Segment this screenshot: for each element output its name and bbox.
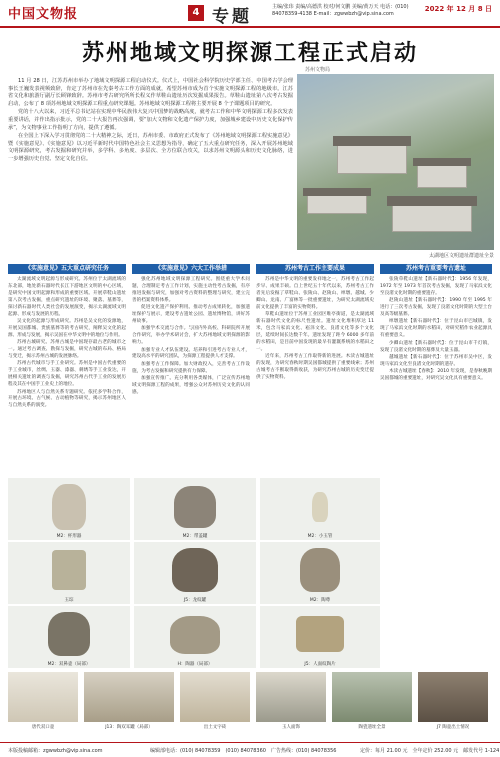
headline: 苏州地域文明探源工程正式启动 [81, 40, 418, 66]
masthead [0, 0, 500, 28]
page-footer [0, 742, 500, 757]
bottom-photo [256, 672, 326, 730]
artifact-caption: M2：小玉管 [307, 534, 333, 539]
artifact-photo [134, 478, 256, 540]
column-paragraph: 加强学术交流与合作。与国内外高校、科研院所开展合作研究，举办学术研讨会，扩大苏州地域文明探源的影响力。 [132, 326, 250, 346]
reporter: 苏州文物局 [304, 67, 330, 73]
artifact-caption: H：陶器（局部） [177, 662, 213, 667]
artifact-caption: M2：杯形器 [56, 534, 82, 539]
lead-paragraph: 党的十八大以来，习近平总书记站在实现中华民族伟大复兴中国梦的战略高度，就考古工作和中华文明探源工程多次发表重要讲话，并作出指示批示，党的二十大报告再次强调，要“加大文物和文化遗产保护力度，加强城乡建设中历史文化保护传承”，为文物事业工作指明了方向，提供了遵循。 [8, 109, 293, 131]
column-paragraph: 加强考古工作保障。加大财政投入，完善考古工作设施，为考古发掘和研究提供有力保障。 [132, 361, 250, 374]
editor-info: 主编/张玮 责编/高德洪 校对/何文鹏 美编/黄万天 电话：(010) 84078359-4138 E-mail：zgwwbzh@vip.sina.com [272, 4, 409, 17]
column-paragraph: 草鞋山遗址位于苏州工业园区唯亭街道，是太湖流域新石器时代文化的标尺性遗址。遗址文化堆积厚达 11 米，包含马家浜文化、崧泽文化、良渚文化等多个文化层，延续时间长达数千年。遗址发现了距今 6000 多年前的水稻田，是目前中国发现的最早有灌溉系统的水稻田之一。 [256, 312, 374, 352]
bottom-photo [332, 672, 412, 730]
bottom-photo [8, 672, 78, 730]
artifact-photo [8, 478, 130, 540]
column-paragraph: 促进文化遗产保护利用。推动考古成果转化，加强遗址保护与展示，建设考古遗址公园、遗址博物馆，讲好苏州故事。 [132, 305, 250, 324]
artifact-photo-grid [8, 478, 380, 668]
column-research-tasks [8, 262, 126, 411]
subhead-research-tasks: 《实施意见》五大重点研究任务 [8, 264, 126, 274]
column-paragraph: 近年来，苏州考古工作取得新的进展。木渎古城遗址的发现，为研究春秋时期吴国都城提供了重要线索；苏州古城考古不断取得新收获，为研究苏州古城的历史变迁提供了实物资料。 [256, 353, 374, 380]
footer-phones: 编辑部电话：(010) 84078359 (010) 84078360 广告热线：(010) 84078356 [150, 748, 337, 754]
artifact-photo [260, 606, 380, 668]
bottom-photo-caption: 唐代双口壶 [31, 725, 55, 730]
artifact-caption: M2：带盖罐 [182, 534, 208, 539]
column-work-measures [132, 262, 250, 397]
column-paragraph: 苏州古代城市与手工业研究。苏州是中国古代重要的手工业城市，丝绸、玉器、漆器、刺绣等手工业发达，开展相关遗址的调查与发掘，研究苏州古代手工业的发展历程及其在中国手工业史上的地位。 [8, 361, 126, 388]
column-paragraph: 张陵草鞋山遗址【新石器时代】：1956 年发现，1972 年至 1973 年首次考古发掘，发现了马家浜文化至良渚文化时期的重要遗存。 [380, 277, 492, 296]
artifact-caption: M2：陶尊 [309, 598, 331, 603]
artifact-caption: 玉琮 [64, 598, 74, 603]
column-main-results [256, 262, 374, 382]
column-paragraph: 木渎古城遗址【春秋】：2010 年发现，是春秋晚期吴国都城的重要遗址，对研究吴文化具有重要意义。 [380, 369, 492, 382]
lead-photo-caption: 太湖地区文明遗址群遗址全景 [428, 253, 494, 259]
column-paragraph: 吴文化的起源与形成研究。苏州是吴文化的发源地，开展吴国都城、贵族墓葬等的考古研究，阐释吴文化的起源、形成与发展，揭示吴国在中华文明中的地位与作用。 [8, 318, 126, 338]
column-paragraph: 加强宣传推广。充分利用各类媒体，广泛宣传苏州地域文明探源工程的成果，增强公众对苏州历史文化的认同感。 [132, 376, 250, 395]
column-paragraph: 强化苏州地域文明探源工程研究。围绕重大学术问题，合理制定考古工作计划，实施主动性考古发掘，有序推进发掘与研究，加强对考古资料的整理与研究，建立完善的档案资料体系。 [132, 277, 250, 303]
artifact-photo [8, 542, 130, 604]
issue-date: 2022 年 12 月 8 日 [424, 5, 492, 13]
column-paragraph: 苏州古城研究。苏州古城是中国现存最古老的城市之一。通过考古调查、勘探与发掘，研究古城的布局、格局与变迁，揭示苏州古城的发展脉络。 [8, 340, 126, 359]
artifact-caption: M2：双鼻壶（局部） [47, 662, 91, 667]
column-paragraph: 加强专业人才队伍建设。培养和引进考古专业人才，建设高水平的研究团队，为探源工程提供人才支撑。 [132, 347, 250, 360]
newspaper-logo: 中国文物报 [8, 7, 79, 22]
column-key-sites [380, 262, 492, 384]
bottom-photo [180, 672, 250, 730]
bottom-photo-caption: J13：陶双耳罐（局部） [105, 725, 153, 730]
artifact-photo [260, 542, 380, 604]
lead-text [8, 78, 293, 165]
artifact-caption: J5：龙纹罐 [183, 598, 207, 603]
artifact-photo [8, 606, 130, 668]
bottom-photo [84, 672, 174, 730]
column-paragraph: 少卿山遗址【新石器时代】：位于昆山市千灯镇，发现了良渚文化时期的墓葬及大量玉器。 [380, 340, 492, 353]
column-paragraph: 越城遗址【新石器时代】：位于苏州市吴中区，发现马家浜文化至良渚文化时期的遗存。 [380, 354, 492, 367]
lead-photo [297, 74, 494, 250]
column-paragraph: 绰墩遗址【新石器时代】：位于昆山市巴城镇，发现了马家浜文化时期的水稻田，对研究稻作农业起源具有重要意义。 [380, 319, 492, 339]
subhead-main-results: 苏州考古工作主要成果 [256, 264, 374, 274]
artifact-caption: J5：人面纹陶片 [304, 662, 336, 667]
subhead-key-sites: 苏州考古重要考古遗址 [380, 264, 492, 274]
bottom-photo-caption: J7 陶壶出土情况 [436, 725, 470, 730]
artifact-photo [134, 542, 256, 604]
footer-email: 本版投稿邮箱：zgwwbzh@vip.sina.com [8, 748, 103, 754]
bottom-photo [418, 672, 488, 730]
column-paragraph: 苏州是中华文明的重要发祥地之一，苏州考古工作起步早、成果丰硕。自上世纪五十年代以来，苏州考古工作者先后发掘了草鞋山、张陵山、赵陵山、绰墩、越城、少卿山、龙南、广富林等一批重要遗址，为研究太湖流域史前文化提供了丰富的实物资料。 [256, 277, 374, 310]
artifact-photo [260, 478, 380, 540]
column-paragraph: 赵陵山遗址【新石器时代】：1990 年至 1995 年进行了三次考古发掘，发现了良渚文化时期的大型土台及高等级墓葬。 [380, 298, 492, 318]
page-number: 4 [188, 5, 204, 21]
column-paragraph: 太湖流域文明起源与形成研究。苏州位于太湖流域的东北部，地处新石器时代长江下游地区文明的中心区域，是研究中国文明起源和形成的重要区域。开展草鞋山遗址第八次考古发掘，重点研究遗址的环境、聚落、墓葬等，探讨新石器时代人类社会的发展演变，揭示太湖流域文明起源、形成与发展的历程。 [8, 277, 126, 317]
column-paragraph: 苏州地区人与自然关系专题研究。依托多学科合作，开展古环境、古气候、古动植物等研究，揭示苏州地区人与自然关系的演变。 [8, 389, 126, 409]
bottom-photo-caption: 玉人面饰 [282, 725, 300, 730]
footer-price: 定价：每月 21.00 元 全年定价 252.00 元 邮发代号 1-124 [360, 748, 500, 754]
lead-paragraph: 在全国上下深入学习贯彻党的二十大精神之际，近日，苏州市委、市政府正式发布了《苏州地域文明探源工程实施意见》暨《实施意见》、《实施意见》以习近平新时代中国特色社会主义思想为指导，确定了五大重点研究任务，深入开展苏州地域文明探源研究，考古发掘和研究并举，多学科、多角度、多层次、全方位联合攻关，以求苏州文明源头和历史文化脉络，进一步增强历史自觉、坚定文化自信。 [8, 133, 293, 162]
subhead-work-measures: 《实施意见》六大工作举措 [132, 264, 250, 274]
bottom-photo-caption: 出土文字砖 [203, 725, 227, 730]
bottom-photo-strip [8, 672, 488, 732]
bottom-photo-caption: 陶瓷遗址全景 [358, 725, 386, 730]
section-title: 专题 [212, 7, 252, 27]
artifact-photo [134, 606, 256, 668]
lead-paragraph: 11 月 28 日，江苏苏州市举办了地域文明探源工程启动仪式。仪式上，中国社会科学院历史学部主任、中国考古学会理事长王巍发表视频致辞，肯定了苏州市在先秦考古工作方面的成就，希望苏州市成为首个实施文明探源工程的地级市。江苏省文化和旅游厅副厅长顾锋致辞。苏州市考古研究所所长程义作草鞋山遗址历次发掘成果报告。草鞋山遗址第八次考古发掘启动，公布了 8 项苏州地域文明探源工程重点研究课题。苏州地域文明探源工程将主要开展 8 个子课题项目的研究。 [8, 78, 293, 107]
